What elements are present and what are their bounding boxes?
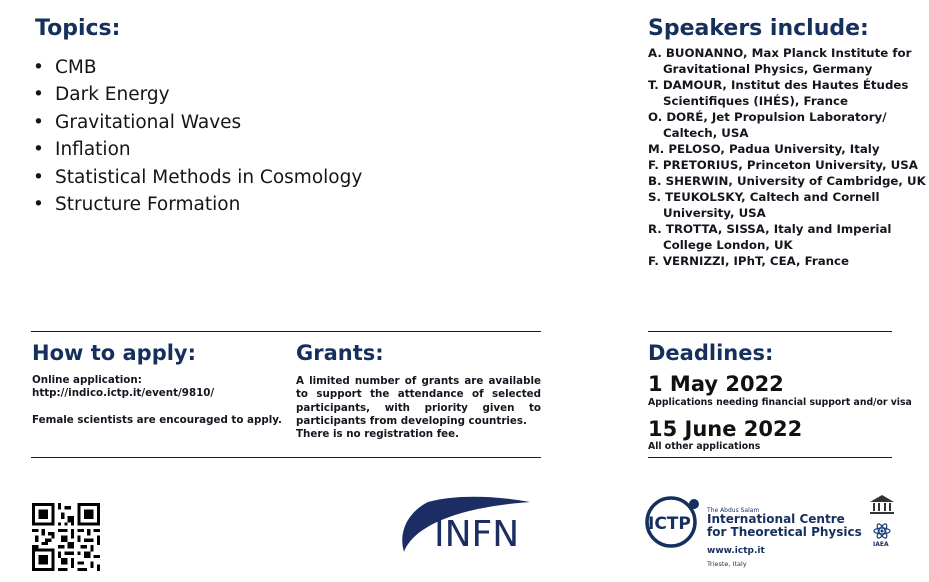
- speaker-entry: M. PELOSO, Padua University, Italy: [648, 142, 880, 156]
- ictp-location: Trieste, Italy: [707, 560, 747, 568]
- grants-info: A limited number of grants are available to support the attendance of selected participants, with priority given to participants from developing countries. There is no registration fee.: [296, 375, 541, 441]
- deadline-note-2: All other applications: [648, 441, 761, 452]
- topic-item: • Dark Energy: [33, 84, 170, 106]
- speakers-list: [648, 45, 926, 269]
- qr-code: [32, 503, 100, 571]
- topic-item: • Gravitational Waves: [33, 111, 242, 133]
- speaker-entry: T. DAMOUR, Institut des Hautes Études Scientifiques (IHÉS), France: [648, 78, 909, 108]
- divider-top-right: [648, 331, 892, 332]
- deadline-date-1: 1 May 2022: [648, 372, 784, 396]
- ictp-name: International Centre for Theoretical Physics: [707, 512, 862, 539]
- grants-heading: Grants:: [296, 341, 384, 365]
- application-link[interactable]: http://indico.ictp.it/event/9810/: [32, 387, 215, 400]
- topic-item: • Structure Formation: [33, 194, 241, 216]
- ictp-subtitle: The Abdus Salam: [707, 507, 760, 514]
- infn-wordmark: INFN: [434, 514, 520, 555]
- speaker-entry: F. PRETORIUS, Princeton University, USA: [648, 158, 918, 172]
- topics-list: [33, 54, 362, 218]
- speaker-entry: A. BUONANNO, Max Planck Institute for Gravitational Physics, Germany: [648, 46, 912, 76]
- divider-bottom-right: [648, 457, 892, 458]
- apply-info: Online application: http://indico.ictp.it/event/9810/ Female scientists are encouraged to apply.: [32, 374, 282, 426]
- apply-heading: How to apply:: [32, 341, 197, 365]
- divider-bottom-left: [31, 457, 541, 458]
- topic-item: • Inflation: [33, 139, 131, 161]
- ictp-website[interactable]: www.ictp.it: [707, 546, 765, 556]
- deadlines-heading: Deadlines:: [648, 341, 774, 365]
- topic-item: • CMB: [33, 57, 97, 78]
- deadline-date-2: 15 June 2022: [648, 417, 803, 441]
- iaea-label: IAEA: [873, 541, 889, 548]
- deadline-note-1: Applications needing financial support and/or visa: [648, 397, 912, 408]
- iaea-emblem-icon: [872, 522, 892, 540]
- topics-heading: Topics:: [35, 16, 121, 41]
- topic-item: • Statistical Methods in Cosmology: [33, 166, 363, 188]
- ictp-acronym: ICTP: [648, 514, 691, 534]
- infn-logo: [398, 492, 538, 562]
- speaker-entry: R. TROTTA, SISSA, Italy and Imperial College London, UK: [648, 222, 892, 252]
- unesco-icon: [869, 494, 895, 516]
- divider-top-left: [31, 331, 541, 332]
- ictp-logo: [645, 496, 703, 548]
- speaker-entry: O. DORÉ, Jet Propulsion Laboratory/ Caltech, USA: [648, 110, 887, 140]
- speakers-heading: Speakers include:: [648, 16, 869, 41]
- speaker-entry: S. TEUKOLSKY, Caltech and Cornell University, USA: [648, 190, 880, 220]
- speaker-entry: F. VERNIZZI, IPhT, CEA, France: [648, 254, 850, 268]
- speaker-entry: B. SHERWIN, University of Cambridge, UK: [648, 174, 926, 188]
